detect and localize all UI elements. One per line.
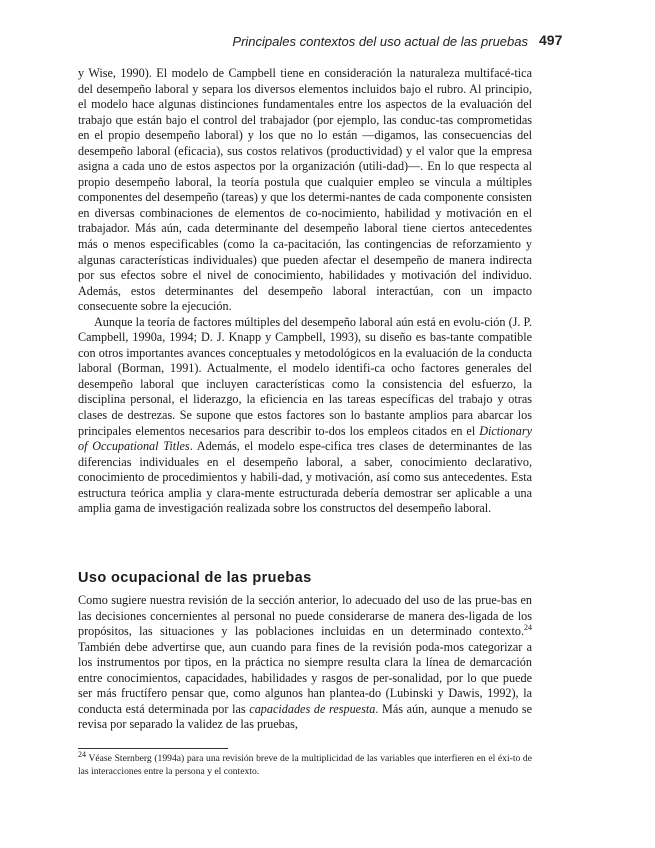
section-paragraph-1	[78, 593, 532, 733]
footnote-marker: 24	[78, 749, 86, 759]
paragraph-2	[78, 315, 532, 517]
section-heading: Uso ocupacional de las pruebas	[78, 570, 312, 586]
page-number: 497	[539, 32, 563, 48]
section-text-before: Como sugiere nuestra revisión de la sección anterior, lo adecuado del uso de las prue-bas en las decisiones concernientes al personal no puede considerarse de manera des-ligada de los propósitos, las situaciones y las poblaciones incluidas en un determinado contexto.	[78, 593, 532, 639]
footnote	[78, 749, 532, 778]
section-text	[78, 593, 532, 733]
running-title: Principales contextos del uso actual de las pruebas	[232, 34, 528, 49]
footnote-reference: 24	[524, 623, 532, 633]
paragraph-2-text-before: Aunque la teoría de factores múltiples del desempeño laboral aún está en evolu-ción (J. P. Campbell, 1990a, 1994; D. J. Knapp y Campbell, 1993), su diseño es bas-tante compatible con otros importantes avances conceptuales y metodológicos en la evaluación de la conducta laboral (Borman, 1991). Actualmente, el modelo identifi-ca ocho factores generales del desempeño laboral que incluyen características como la consistencia del esfuerzo, la disciplina personal, el liderazgo, la eficiencia en las tareas específicas del trabajo y otras clases de destrezas. Se supone que estos factores son lo bastante amplios para abarcar los principales elementos necesarios para describir to-dos los empleos citados en el	[78, 314, 532, 438]
paragraph-1	[78, 66, 532, 315]
footnote-divider	[78, 748, 228, 749]
response-capacities-term: capacidades de respuesta	[249, 701, 376, 716]
section-text-after: . Más aún, aunque a menudo se revisa por separado la validez de las pruebas,	[78, 701, 533, 732]
paragraph-2-text-after: . Además, el modelo espe-cifica tres clases de determinantes de las diferencias individuales en el desempeño laboral, a saber, conocimiento declarativo, conocimiento de procedimientos y habili-dad, y motivación, así como sus antecedentes. Esta estructura teórica amplia y clara-mente estructurada debería demostrar ser aplicable a una amplia gama de investigación realizada sobre los constructos del desempeño laboral.	[78, 439, 532, 516]
running-head	[232, 34, 528, 49]
body-text	[78, 66, 532, 517]
dictionary-title: Dictionary of Occupational Titles	[78, 423, 532, 454]
section-text-middle: También debe advertirse que, aun cuando para fines de la revisión poda-mos categorizar a los instrumentos por tipos, en la práctica no siempre resulta clara la línea de demarcación entre conocimientos, capacidades, habilidades y rasgos de per-sonalidad, por lo que puede ser más fructífero pensar que, como algunos han plantea-do (Lubinski y Dawis, 1992), la conducta está determinada por las	[78, 639, 532, 716]
paragraph-1-text: y Wise, 1990). El modelo de Campbell tiene en consideración la naturaleza multifacé-tica del desempeño laboral y separa los diversos elementos incluidos bajo el rubro. Al principio, el modelo hace algunas distinciones fundamentales entre los aspectos de la evaluación del trabajo que están bajo el control del trabajador (por ejemplo, las conduc-tas comprometidas en el propio desempeño laboral) y los que no lo están —digamos, las consecuencias del desempeño laboral (eficacia), sus costos relativos (productividad) y el valor que la empresa asigna a cada uno de estos aspectos por la organización (utili-dad)—. En lo que respecta al propio desempeño laboral, la teoría postula que cualquier empleo se vincula a múltiples componentes del desempeño (tareas) y que los determi-nantes de cada componente consisten en diversas combinaciones de elementos de co-nocimiento, habilidad y motivación en el trabajador. Más aún, cada determinante del desempeño laboral tiene ciertos antecedentes más o menos especificables (como la ca-pacitación, las contingencias de reforzamiento y algunas características individuales) que pueden afectar el desempeño de manera indirecta por sus efectos sobre el nivel de conocimiento, habilidades y motivación del individuo. Además, estos determinantes del desempeño laboral interactúan, con un impacto consecuente sobre la ejecución.	[78, 66, 532, 314]
footnote-text: Véase Sternberg (1994a) para una revisión breve de la multiplicidad de las variables que interfieren en el éxi-to de las interacciones entre la persona y el contexto.	[78, 753, 532, 777]
